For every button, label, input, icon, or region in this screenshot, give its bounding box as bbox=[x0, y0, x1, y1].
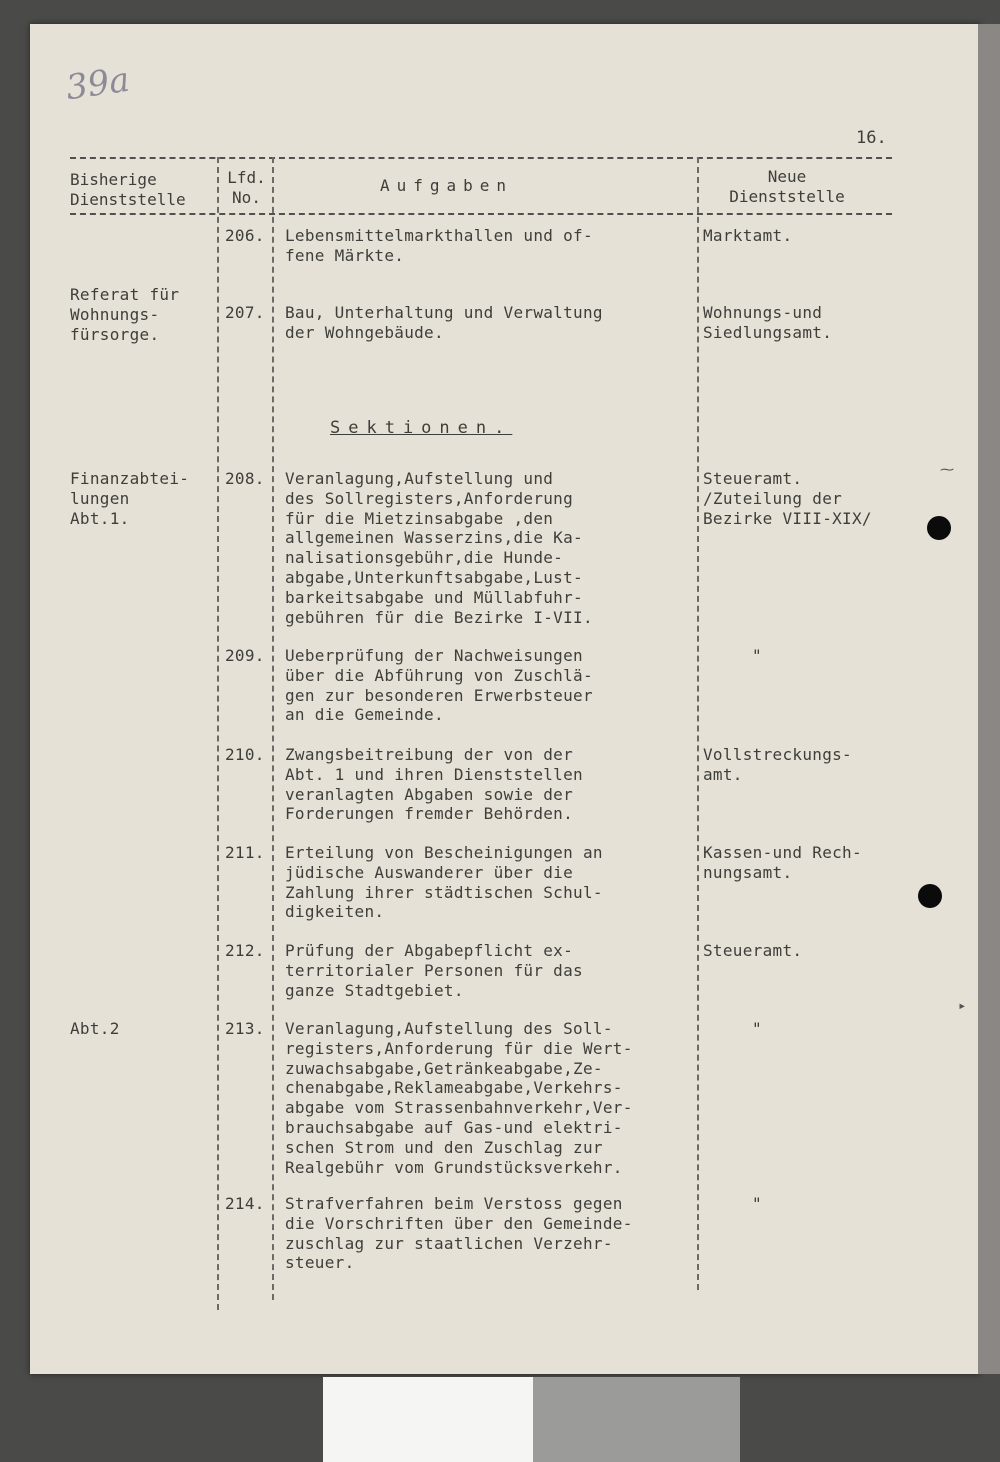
row-number: 211. bbox=[225, 843, 265, 862]
row-new-office: Kassen-und Rech- nungsamt. bbox=[703, 843, 862, 882]
row-new-office: Wohnungs-und Siedlungsamt. bbox=[703, 303, 833, 342]
header-new-office-line1: Neue bbox=[767, 167, 807, 186]
row-task: Prüfung der Abgabepflicht ex- territorialer Personen für das ganze Stadtgebiet. bbox=[285, 941, 583, 1000]
handwritten-page-note: 39a bbox=[63, 59, 133, 109]
header-previous-office-line1: Bisherige bbox=[70, 170, 157, 189]
row-number: 209. bbox=[225, 646, 265, 665]
row-new-office: Steueramt. bbox=[703, 941, 803, 960]
row-new-office: " bbox=[752, 1194, 762, 1213]
column-divider-2 bbox=[272, 157, 274, 1300]
header-tasks: Aufgaben bbox=[380, 176, 514, 195]
header-previous-office bbox=[70, 170, 186, 210]
column-divider-3 bbox=[697, 157, 699, 1290]
row-number: 207. bbox=[225, 303, 265, 322]
row-task: Strafverfahren beim Verstoss gegen die Vorschriften über den Gemeinde- zuschlag zur staatlichen Verzehr- steuer. bbox=[285, 1194, 633, 1273]
row-number: 210. bbox=[225, 745, 265, 764]
margin-mark: ▸ bbox=[958, 998, 967, 1014]
table-header-rule bbox=[70, 213, 892, 215]
row-task: Ueberprüfung der Nachweisungen über die Abführung von Zuschlä- gen zur besonderen Erwerbsteuer an die Gemeinde. bbox=[285, 646, 593, 725]
row-new-office: Steueramt. /Zuteilung der Bezirke VIII-XIX/ bbox=[703, 469, 872, 528]
row-task: Veranlagung,Aufstellung des Soll- registers,Anforderung für die Wert- zuwachsabgabe,Getränkeabgabe,Ze- chenabgabe,Reklameabgabe,Verkehrs- abgabe vom Strassenbahnverkehr,Ver- brauchsabgabe auf Gas-und elektri- schen Strom und den Zuschlag zur Realgebühr vom Grundstücksverkehr. bbox=[285, 1019, 633, 1177]
header-serial-number bbox=[224, 168, 269, 208]
row-task: Zwangsbeitreibung der von der Abt. 1 und ihren Dienststellen veranlagten Abgaben sowie der Forderungen fremder Behörden. bbox=[285, 745, 583, 824]
row-number: 213. bbox=[225, 1019, 265, 1038]
header-previous-office-line2: Dienststelle bbox=[70, 190, 186, 209]
row-task: Bau, Unterhaltung und Verwaltung der Wohngebäude. bbox=[285, 303, 603, 342]
margin-mark: ⁓ bbox=[940, 462, 954, 478]
row-number: 208. bbox=[225, 469, 265, 488]
row-task: Veranlagung,Aufstellung und des Sollregisters,Anforderung für die Mietzinsabgabe ,den allgemeinen Wasserzins,die Ka- nalisationsgebühr,die Hunde- abgabe,Unterkunftsabgabe,Lust- barkeitsabgabe und Müllabfuhr- gebühren für die Bezirke I-VII. bbox=[285, 469, 593, 627]
row-number: 214. bbox=[225, 1194, 265, 1213]
column-divider-1 bbox=[217, 157, 219, 1310]
row-previous-office: Abt.2 bbox=[70, 1019, 120, 1038]
punch-hole bbox=[927, 516, 951, 540]
row-new-office: Vollstreckungs- amt. bbox=[703, 745, 852, 784]
header-serial-number-line2: No. bbox=[232, 188, 261, 207]
page-number: 16. bbox=[856, 128, 887, 148]
row-number: 212. bbox=[225, 941, 265, 960]
calibration-white-patch bbox=[323, 1377, 533, 1462]
paper-edge bbox=[978, 24, 1000, 1374]
row-task: Erteilung von Bescheinigungen an jüdische Auswanderer über die Zahlung ihrer städtischen Schul- digkeiten. bbox=[285, 843, 603, 922]
section-heading: Sektionen. bbox=[330, 418, 513, 438]
header-new-office bbox=[712, 167, 862, 207]
row-previous-office: Referat für Wohnungs- fürsorge. bbox=[70, 285, 180, 344]
row-new-office: " bbox=[752, 646, 762, 665]
header-new-office-line2: Dienststelle bbox=[729, 187, 845, 206]
row-new-office: " bbox=[752, 1019, 762, 1038]
header-serial-number-line1: Lfd. bbox=[227, 168, 266, 187]
row-number: 206. bbox=[225, 226, 265, 245]
row-previous-office: Finanzabtei- lungen Abt.1. bbox=[70, 469, 190, 528]
punch-hole bbox=[918, 884, 942, 908]
table-top-rule bbox=[70, 157, 892, 159]
row-new-office: Marktamt. bbox=[703, 226, 793, 245]
calibration-gray-patch bbox=[533, 1377, 740, 1462]
row-task: Lebensmittelmarkthallen und of- fene Märkte. bbox=[285, 226, 593, 265]
